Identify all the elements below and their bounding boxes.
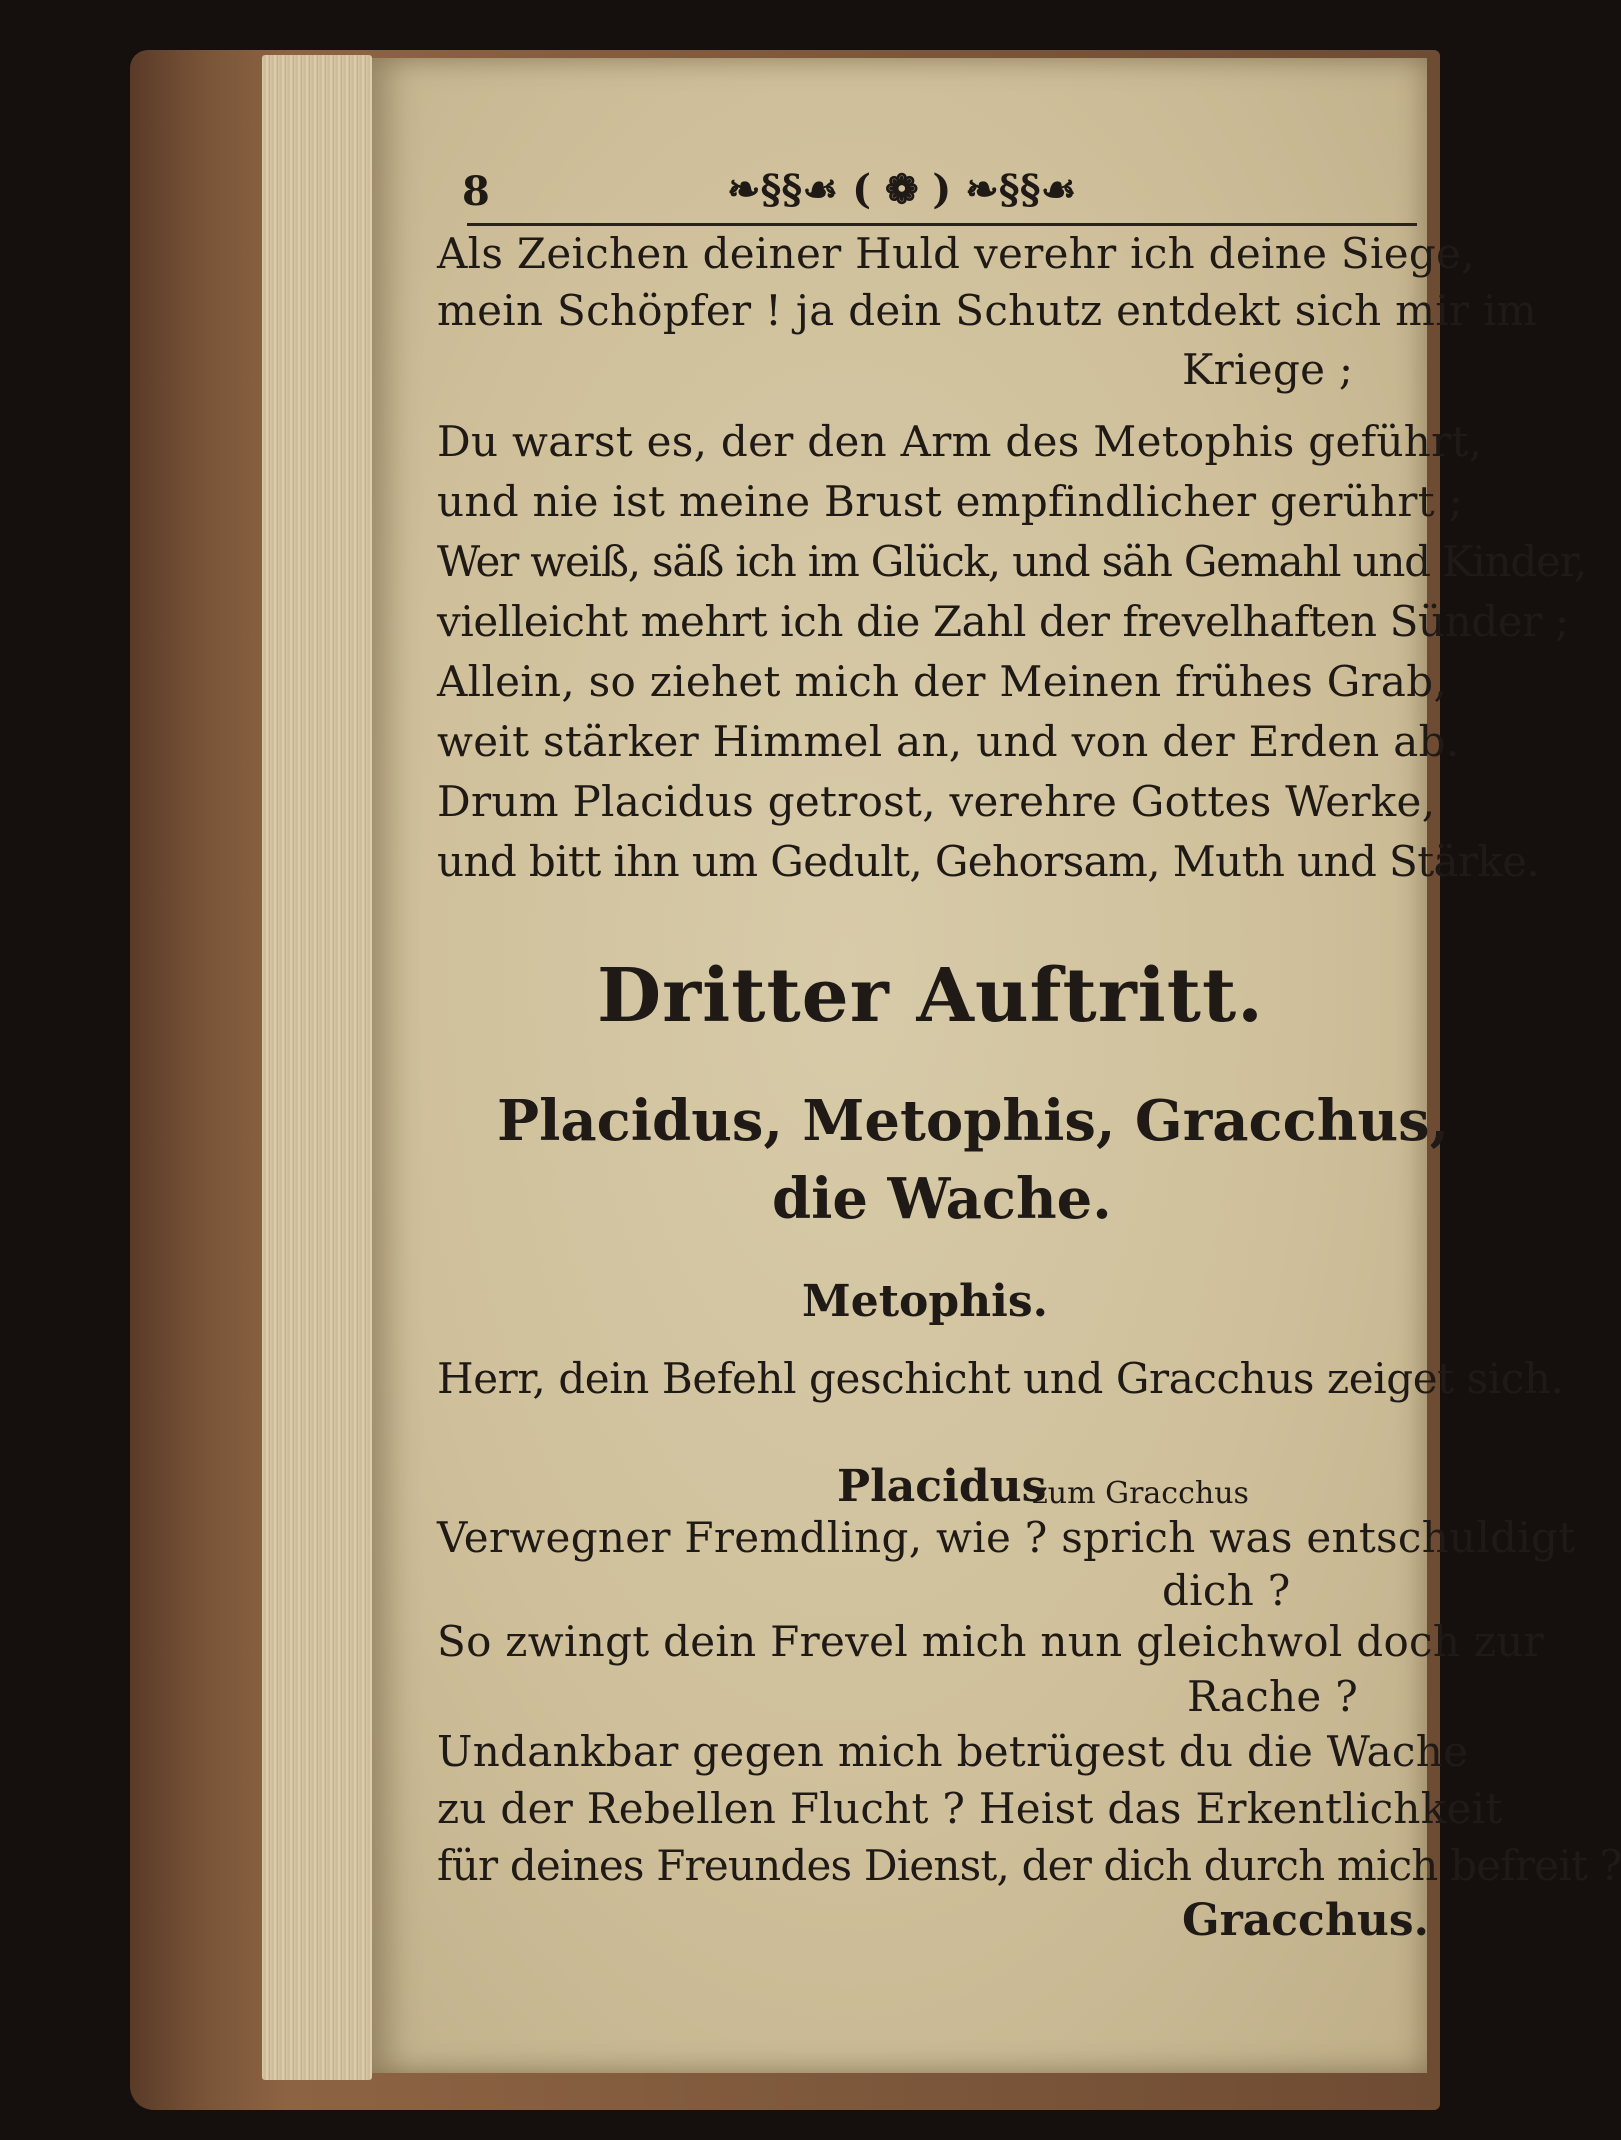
book-page (372, 58, 1621, 2073)
verse-line: Drum Placidus getrost, verehre Gottes Werke, (437, 777, 1436, 826)
page-edges (262, 55, 372, 2080)
verse-line: Wer weiß, säß ich im Glück, und säh Gemahl und Kinder, (437, 537, 1587, 586)
speech-line: Verwegner Fremdling, wie ? sprich was entschuldigt (437, 1513, 1576, 1562)
page-number: 8 (462, 168, 490, 215)
speech-line: Rache ? (1187, 1672, 1359, 1721)
verse-line: und bitt ihn um Gedult, Gehorsam, Muth und Stärke. (437, 837, 1540, 886)
verse-line: und nie ist meine Brust empfindlicher gerührt ; (437, 477, 1464, 526)
speaker-name: Placidus (837, 1461, 1047, 1512)
verse-line: vielleicht mehrt ich die Zahl der frevelhaften Sünder ; (437, 597, 1569, 646)
verse-line: Du warst es, der den Arm des Metophis geführt, (437, 417, 1483, 466)
stage-direction: zum Gracchus (1032, 1476, 1249, 1511)
speech-line: So zwingt dein Frevel mich nun gleichwol doch zur (437, 1617, 1545, 1666)
scene-cast-line: Placidus, Metophis, Gracchus, (497, 1088, 1450, 1154)
speech-line: Undankbar gegen mich betrügest du die Wache (437, 1727, 1469, 1776)
speech-line: dich ? (1162, 1566, 1291, 1615)
verse-line: mein Schöpfer ! ja dein Schutz entdekt sich mir im (437, 286, 1537, 335)
speaker-name: Gracchus. (1182, 1895, 1429, 1946)
verse-line: weit stärker Himmel an, und von der Erden ab. (437, 717, 1460, 766)
speech-line: zu der Rebellen Flucht ? Heist das Erkentlichkeit (437, 1784, 1503, 1833)
verse-line: Als Zeichen deiner Huld verehr ich deine Siege, (437, 229, 1475, 278)
scene-title: Dritter Auftritt. (597, 953, 1264, 1039)
speech-line: für deines Freundes Dienst, der dich durch mich befreit ? (437, 1841, 1621, 1890)
scene-cast-line: die Wache. (772, 1166, 1112, 1232)
speech-line: Herr, dein Befehl geschicht und Gracchus zeiget sich. (437, 1354, 1564, 1403)
verse-line: Allein, so ziehet mich der Meinen frühes Grab, (437, 657, 1448, 706)
verse-line: Kriege ; (1182, 345, 1354, 394)
header-ornament: ❧§§☙ ( ❁ ) ❧§§☙ (727, 166, 1077, 213)
speaker-name: Metophis. (802, 1276, 1048, 1327)
